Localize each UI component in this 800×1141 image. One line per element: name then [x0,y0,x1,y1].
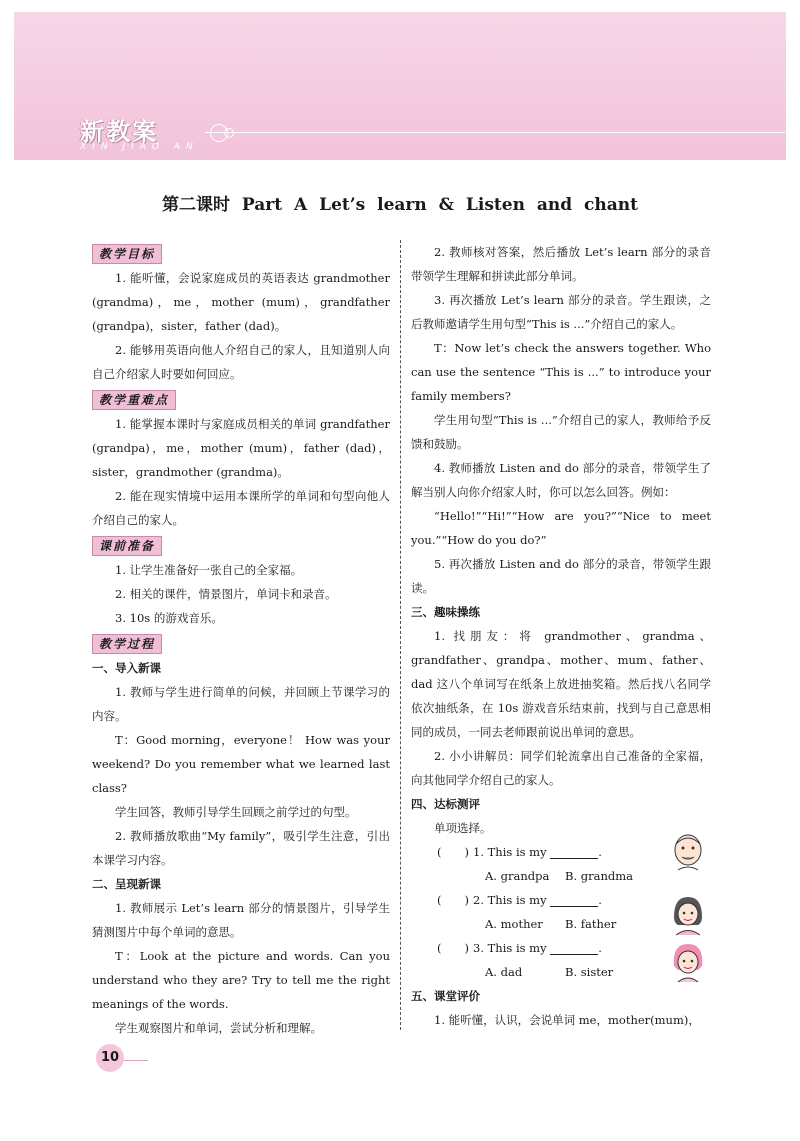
tag-key-points: 教学重难点 [92,390,176,410]
option-a: A. mother [485,917,543,931]
key-point-2: 2. 能在现实情境中运用本课所学的单词和句型向他人介绍自己的家人。 [92,489,390,527]
answer-blank [550,942,598,955]
question-text: 3. This is my [473,941,547,955]
grandpa-illustration [668,830,708,874]
quiz-options-2 [411,912,711,936]
quiz-question-1: ( ) 1. This is my . [411,840,711,864]
process-paragraph: 1. 教师与学生进行简单的问候，并回顾上节课学习的内容。 [92,685,390,723]
question-text: 2. This is my [473,893,547,907]
prep-2: 2. 相关的课件，情景图片，单词卡和录音。 [115,587,337,601]
quiz-options-1 [411,864,711,888]
page-number: 10 [96,1044,124,1072]
process-paragraph: 2. 教师核对答案，然后播放 Let’s learn 部分的录音带领学生理解和拼读此部分单词。 [411,245,711,283]
tag-process: 教学过程 [92,634,162,654]
process-paragraph: T：Good morning，everyone！ How was your weekend? Do you remember what we learned last class? [92,733,390,795]
process-paragraph: 学生观察图片和单词，尝试分析和理解。 [115,1021,322,1035]
answer-blank [550,894,598,907]
key-point-1: 1. 能掌握本课时与家庭成员相关的单词 grandfather (grandpa)，me，mother (mum)，father (dad)，sister，grandmother (grandma)。 [92,417,390,479]
answer-paren: ( ) [437,893,469,907]
left-column [92,240,390,1040]
objective-1: 1. 能听懂，会说家庭成员的英语表达 grandmother (grandma)，me，mother (mum)，grandfather (grandpa)，sister，father (dad)。 [92,271,390,333]
process-paragraph: 1. 能听懂，认识，会说单词 me，mother(mum)， [434,1013,700,1027]
answer-paren: ( ) [437,941,469,955]
section-heading-5: 五、课堂评价 [411,989,480,1003]
decorative-line [205,132,785,133]
sister-illustration [668,940,708,984]
section-heading-2: 二、呈现新课 [92,877,161,891]
process-paragraph: T：Look at the picture and words. Can you understand who they are? Try to tell me the right meanings of the words. [92,949,390,1011]
process-paragraph: 学生用句型“This is ...”介绍自己的家人，教师给予反馈和鼓励。 [411,413,711,451]
section-heading-3: 三、趣味操练 [411,605,480,619]
option-b: B. grandma [565,869,634,883]
section-heading-4: 四、达标测评 [411,797,480,811]
process-paragraph: 1. 找朋友：将 grandmother、grandma、grandfather、grandpa、mother、mum、father、dad 这八个单词写在纸条上放进抽奖箱。然后找八名同学依次抽纸条，在 10s 游戏音乐结束前，找到与自己意思相同的成员，一同去老师跟前说出单词的意思。 [411,629,711,739]
process-paragraph: T：Now let’s check the answers together. Who can use the sentence “This is ...” to introduce your family members? [411,341,711,403]
prep-3: 3. 10s 的游戏音乐。 [115,611,223,625]
brand-logo: 新教案 [80,118,158,146]
question-text: 1. This is my [473,845,547,859]
tag-objectives: 教学目标 [92,244,162,264]
mother-illustration [668,893,708,937]
prep-1: 1. 让学生准备好一张自己的全家福。 [115,563,303,577]
column-divider [400,240,401,1030]
quiz-question-3: ( ) 3. This is my . [411,936,711,960]
process-paragraph: 2. 教师播放歌曲“My family”，吸引学生注意，引出本课学习内容。 [92,829,390,867]
process-paragraph: 3. 再次播放 Let’s learn 部分的录音。学生跟读，之后教师邀请学生用句型“This is ...”介绍自己的家人。 [411,293,711,331]
tag-preparation: 课前准备 [92,536,162,556]
option-a: A. grandpa [485,869,550,883]
answer-blank [550,846,598,859]
process-paragraph: 5. 再次播放 Listen and do 部分的录音，带领学生跟读。 [411,557,711,595]
option-b: B. sister [565,965,614,979]
process-paragraph: “Hello!”“Hi!”“How are you?”“Nice to meet you.”“How do you do?” [411,509,711,547]
quiz-intro: 单项选择。 [434,821,492,835]
option-b: B. father [565,917,617,931]
process-paragraph: 4. 教师播放 Listen and do 部分的录音，带领学生了解当别人向你介绍家人时，你可以怎么回答。例如： [411,461,711,499]
answer-paren: ( ) [437,845,469,859]
process-paragraph: 1. 教师展示 Let’s learn 部分的情景图片，引导学生猜测图片中每个单词的意思。 [92,901,390,939]
objective-2: 2. 能够用英语向他人介绍自己的家人，且知道别人向自己介绍家人时要如何回应。 [92,343,390,381]
section-heading-1: 一、导入新课 [92,661,161,675]
lesson-title: 第二课时 Part A Let’s learn & Listen and chant [162,195,638,215]
decorative-circle-icon [224,128,234,138]
right-column [411,240,711,1032]
process-paragraph: 2. 小小讲解员：同学们轮流拿出自己准备的全家福，向其他同学介绍自己的家人。 [411,749,711,787]
brand-subtitle: XIN JIAO AN [80,142,199,152]
process-paragraph: 学生回答，教师引导学生回顾之前学过的句型。 [115,805,357,819]
page-number-line [124,1060,148,1061]
option-a: A. dad [485,965,523,979]
quiz-options-3 [411,960,711,984]
quiz-question-2: ( ) 2. This is my . [411,888,711,912]
